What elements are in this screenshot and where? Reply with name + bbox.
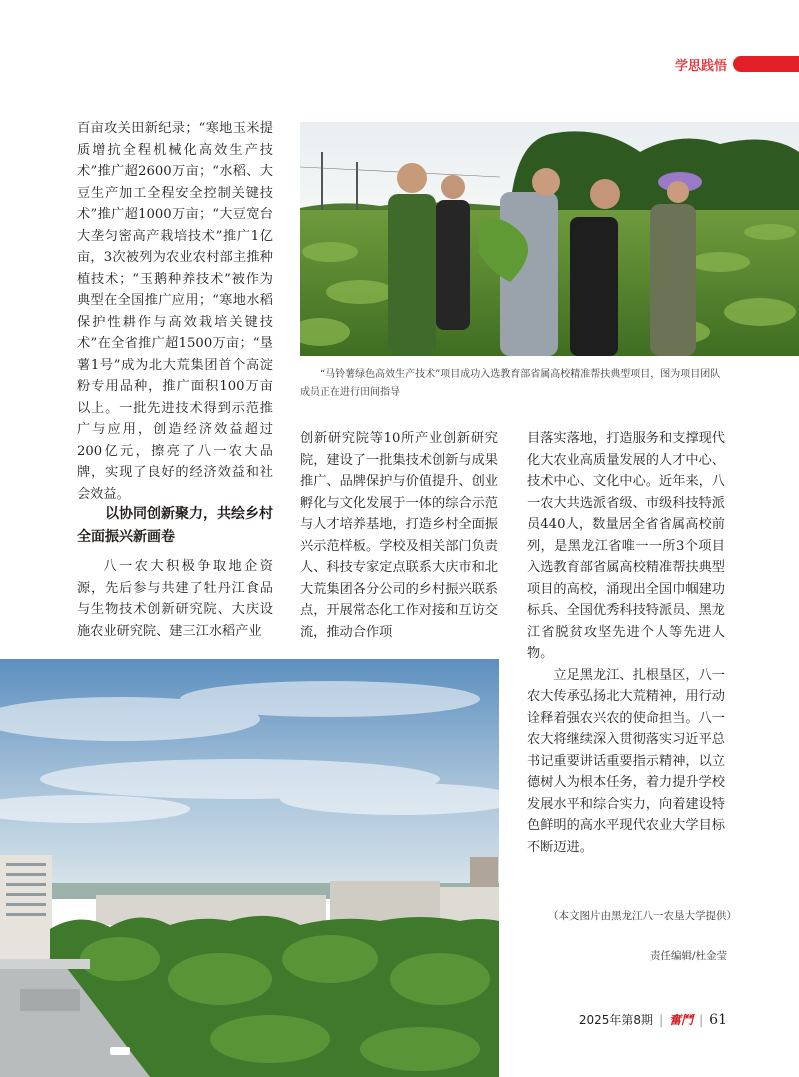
column-1 xyxy=(77,118,273,505)
magazine-logo: 奮鬥 xyxy=(669,1013,694,1027)
body-paragraph: 创新研究院等10所产业创新研究院，建设了一批集技术创新与成果推广、品牌保护与价值提升、创业孵化与文化发展于一体的综合示范与人才培养基地，打造乡村全面振兴示范样板。学校及相关部门负责人、科技专家定点联系大庆市和北大荒集团各分公司的乡村振兴联系点，开展常态化工作对接和互访交流，推动合作项 xyxy=(300,431,498,640)
column-1-lower xyxy=(77,556,273,642)
body-paragraph: 立足黑龙江、扎根垦区，八一农大传承弘扬北大荒精神，用行动诠释着强农兴农的使命担当。八一农大将继续深入贯彻落实习近平总书记重要讲话重要指示精神，以立德树人为根本任务，着力提升学校发展水平和综合实力，向着建设特色鲜明的高水平现代农业大学目标不断迈进。 xyxy=(527,667,725,855)
section-heading: 以协同创新聚力，共绘乡村全面振兴新画卷 xyxy=(77,506,273,545)
footer-separator: | xyxy=(699,1012,704,1027)
section-tag-label: 学思践悟 xyxy=(674,59,727,74)
campus-aerial-photo xyxy=(0,659,499,1077)
field-guidance-photo xyxy=(300,122,799,356)
body-paragraph: 八一农大积极争取地企资源，先后参与共建了牡丹江食品与生物技术创新研究院、大庆设施农业研究院、建三江水稻产业 xyxy=(77,559,273,639)
section-tag xyxy=(661,53,799,75)
column-2 xyxy=(300,428,498,643)
section-tag-bar xyxy=(733,56,799,72)
footer-separator: | xyxy=(659,1012,664,1027)
photo-caption: “马铃薯绿色高效生产技术”项目成功入选教育部省属高校精准帮扶典型项目，图为项目团队成员正在进行田间指导 xyxy=(300,369,721,398)
body-paragraph: 百亩攻关田新纪录；“寒地玉米提质增抗全程机械化高效生产技术”推广超2600万亩；“水稻、大豆生产加工全程安全控制关键技术”推广超1000万亩；“大豆宽台大垄匀密高产栽培技术”推广1亿亩，3次被列为农业农村部主推种植技术；“玉鹅种养技术”被作为典型在全国推广应用；“寒地水稻保护性耕作与高效栽培关键技术”在全省推广超1500万亩；“垦薯1号”成为北大荒集团首个高淀粉专用品种，推广面积100万亩以上。一批先进技术得到示范推广与应用，创造经济效益超过200亿元，擦亮了八一农大品牌，实现了良好的经济效益和社会效益。 xyxy=(77,121,273,502)
body-paragraph: 目落实落地，打造服务和支撑现代化大农业高质量发展的人才中心、技术中心、文化中心。近年来，八一农大共选派省级、市级科技特派员440人，数量居全省省属高校前列，是黑龙江省唯一一所3个项目入选教育部省属高校精准帮扶典型项目的高校，涌现出全国巾帼建功标兵、全国优秀科技特派员、黑龙江省脱贫攻坚先进个人等先进人物。 xyxy=(527,431,725,661)
page-number: 61 xyxy=(709,1011,727,1028)
field-photo-illustration xyxy=(300,122,799,356)
responsible-editor: 责任编辑/杜金莹 xyxy=(649,950,727,962)
issue-number: 2025年第8期 xyxy=(578,1013,654,1027)
page-footer xyxy=(579,1011,727,1028)
image-credit: （本文图片由黑龙江八一农垦大学提供） xyxy=(548,910,737,922)
column-3 xyxy=(527,428,725,858)
campus-photo-illustration xyxy=(0,659,499,1077)
